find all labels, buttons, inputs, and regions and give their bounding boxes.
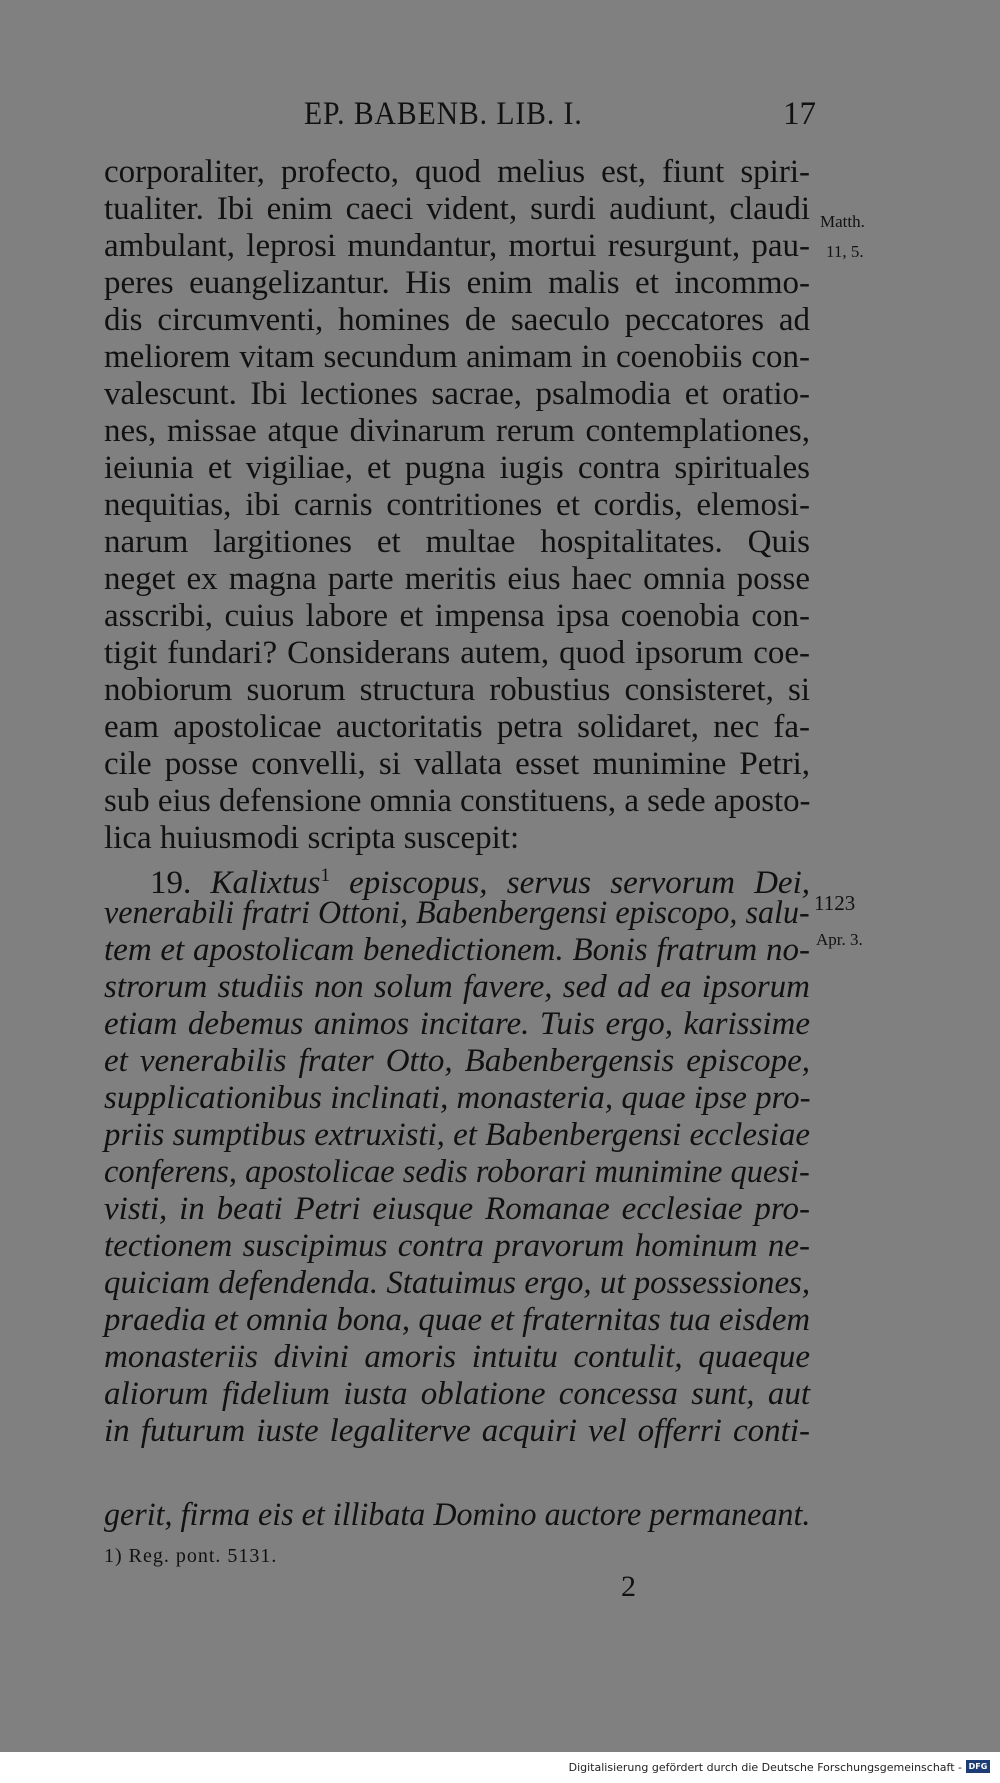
- text-line: asscribi, cuius labore et impensa ipsa coenobia con-: [104, 598, 810, 634]
- running-title: EP. BABENB. LIB. I.: [304, 96, 583, 132]
- letter-line: et venerabilis frater Otto, Babenbergensis episcope,: [104, 1043, 810, 1079]
- letter-line: etiam debemus animos incitare. Tuis ergo, karissime: [104, 1006, 810, 1042]
- text-line: valescunt. Ibi lectiones sacrae, psalmodia et oratio-: [104, 376, 810, 412]
- letter-line: quiciam defendenda. Statuimus ergo, ut possessiones,: [104, 1265, 811, 1301]
- letter-opening-line: [150, 856, 810, 901]
- signature-mark: 2: [621, 1570, 636, 1603]
- text-line: nes, missae atque divinarum rerum contemplationes,: [104, 413, 810, 449]
- text-line: neget ex magna parte meritis eius haec omnia posse: [104, 561, 810, 597]
- letter-line: conferens, apostolicae sedis roborari munimine quesi-: [104, 1154, 810, 1190]
- text-line: meliorem vitam secundum animam in coenobiis con-: [104, 339, 810, 375]
- text-line: dis circumventi, homines de saeculo peccatores ad: [104, 302, 810, 338]
- letter-line: monasteriis divini amoris intuitu contulit, quaeque: [104, 1339, 810, 1375]
- letter-first-line: episcopus, servus servorum Dei,: [329, 865, 810, 901]
- margin-note-matth-ref: 11, 5.: [826, 242, 864, 261]
- digitization-credit-bar: [0, 1752, 1000, 1783]
- credit-text: Digitalisierung gefördert durch die Deutsche Forschungsgemeinschaft -: [568, 1761, 962, 1774]
- text-line: cile posse convelli, si vallata esset munimine Petri,: [104, 746, 810, 782]
- letter-line: supplicationibus inclinati, monasteria, quae ipse pro-: [104, 1080, 811, 1116]
- letter-line: praedia et omnia bona, quae et fraternitas tua eisdem: [104, 1302, 811, 1338]
- footnote-ref: 1: [320, 865, 330, 886]
- text-line: tualiter. Ibi enim caeci vident, surdi audiunt, claudi: [104, 191, 810, 227]
- text-line: sub eius defensione omnia constituens, a sede aposto-: [104, 783, 811, 819]
- letter-line: priis sumptibus extruxisti, et Babenbergensi ecclesiae: [104, 1117, 811, 1153]
- page-number: 17: [783, 96, 816, 132]
- dfg-logo-icon: DFG: [966, 1760, 990, 1773]
- letter-line: tectionem suscipimus contra pravorum hominum ne-: [104, 1228, 810, 1264]
- text-line: ambulant, leprosi mundantur, mortui resurgunt, pau-: [104, 228, 810, 264]
- margin-note-matth: Matth.: [820, 212, 865, 231]
- text-line: corporaliter, profecto, quod melius est, fiunt spiri-: [104, 154, 810, 190]
- text-line: narum largitiones et multae hospitalitates. Quis: [104, 524, 810, 560]
- letter-line: in futurum iuste legaliterve acquiri vel offerri conti-: [104, 1413, 810, 1449]
- letter-number: 19.: [150, 865, 192, 901]
- letter-line: strorum studiis non solum favere, sed ad ea ipsorum: [104, 969, 810, 1005]
- text-line: nequitias, ibi carnis contritiones et cordis, elemosi-: [104, 487, 810, 523]
- letter-line: gerit, firma eis et illibata Domino auctore permaneant.: [104, 1497, 811, 1533]
- letter-line: tem et apostolicam benedictionem. Bonis fratrum no-: [104, 932, 810, 968]
- text-line: eam apostolicae auctoritatis petra solidaret, nec fa-: [104, 709, 810, 745]
- margin-note-date: Apr. 3.: [816, 930, 863, 949]
- text-line: nobiorum suorum structura robustius consisteret, si: [104, 672, 810, 708]
- letter-author: Kalixtus: [210, 865, 321, 901]
- text-line: tigit fundari? Considerans autem, quod ipsorum coe-: [104, 635, 810, 671]
- page-header: [0, 96, 1000, 146]
- margin-note-year: 1123: [814, 891, 856, 915]
- footnote: 1) Reg. pont. 5131.: [104, 1545, 278, 1567]
- text-line: peres euangelizantur. His enim malis et incommo-: [104, 265, 810, 301]
- letter-line: visti, in beati Petri eiusque Romanae ecclesiae pro-: [104, 1191, 810, 1227]
- letter-line: aliorum fidelium iusta oblatione concessa sunt, aut: [104, 1376, 810, 1412]
- text-line: ieiunia et vigiliae, et pugna iugis contra spirituales: [104, 450, 810, 486]
- text-line: lica huiusmodi scripta suscepit:: [104, 820, 520, 856]
- letter-line: venerabili fratri Ottoni, Babenbergensi episcopo, salu-: [104, 895, 810, 931]
